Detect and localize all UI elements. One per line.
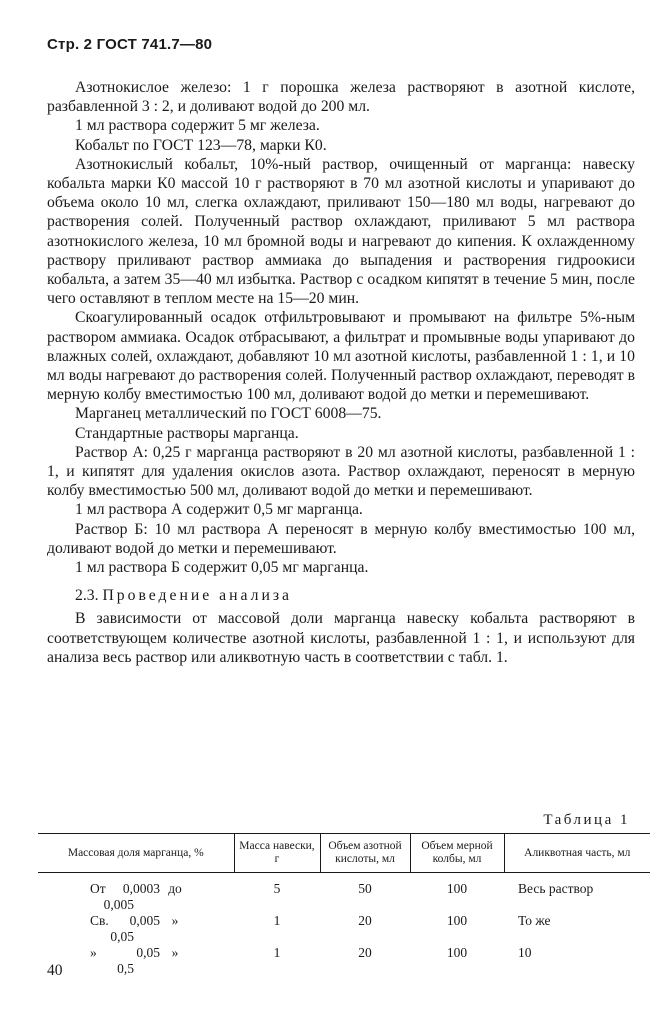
flask-cell: 100 [446,881,468,896]
paragraph: Марганец металлический по ГОСТ 6008—75. [75,405,382,423]
column-header: Масса навески, г [234,834,320,873]
aliquot-cell: То же [518,913,551,928]
flask-cell: 100 [446,945,468,960]
paragraph: Раствор А: 0,25 г марганца растворяют в 20 мл азотной кислоты, разбавленной 1 : 1, и кипятят для удаления окислов азота. Раствор охлаждают, переносят в мерную колбу вместимостью 500 мл, доливают водой до метки и перемешивают. [47,443,635,500]
table-row [38,945,650,977]
range-from: 0,005 [129,913,160,928]
aliquot-cell: Весь раствор [518,881,594,896]
acid-cell: 20 [358,913,372,928]
acid-cell: 20 [358,945,372,960]
range-cell [38,945,234,977]
section-number: 2.3. [75,587,99,605]
paragraph: Азотнокислое железо: 1 г порошка железа растворяют в азотной кислоте, разбавленной 3 : 2, и доливают водой до 200 мл. [47,79,635,116]
mass-cell: 1 [273,945,281,960]
column-header: Аликвотная часть, мл [504,834,650,873]
range-separator: » [171,945,179,960]
range-separator: до [168,881,182,896]
column-header: Объем азотной кислоты, мл [320,834,410,873]
table-header-row [38,834,650,873]
section-heading [47,586,635,605]
column-header: Объем мерной колбы, мл [410,834,504,873]
aliquot-cell: 10 [518,945,532,960]
page-header [47,36,212,53]
column-header: Массовая доля марганца, % [38,834,234,873]
range-prefix: От [90,881,106,896]
section-title: Проведение анализа [102,587,293,605]
range-prefix: Св. [90,913,109,928]
range-to: 0,5 [117,961,134,976]
paragraph: Скоагулированный осадок отфильтровывают и промывают на фильтре 5%-ным раствором аммиака. Осадок отбрасывают, а фильтрат и промывные воды упаривают до влажных солей, охлаждают, добавляют 10 мл азотной кислоты, разбавленной 1 : 1, и 10 мл воды нагревают до растворения солей. Полученный раствор охлаждают, переводят в мерную колбу вместимостью 100 мл, доливают водой до метки и перемешивают. [47,309,635,404]
range-from: 0,05 [136,945,160,960]
paragraph: Стандартные растворы марганца. [75,424,299,442]
paragraph: Кобальт по ГОСТ 123—78, марки К0. [75,136,327,154]
data-table [38,833,650,977]
range-separator: » [171,913,179,928]
paragraph: Азотнокислый кобальт, 10%-ный раствор, очищенный от марганца: навеску кобальта марки К0 массой 10 г растворяют в 70 мл азотной кислоты и упаривают до объема около 10 мл, слегка охлаждают, приливают 150—180 мл воды, нагревают до растворения солей. Полученный раствор охлаждают, приливают 5 мл раствора азотнокислого железа, 10 мл бромной воды и нагревают до кипения. К охлажденному раствору приливают раствор аммиака до выпадения и растворения гидроокиси кобальта, а затем 35—40 мл избытка. Раствор с осадком кипятят в течение 5 мин, после чего оставляют в теплом месте на 15—20 мин. [47,155,635,308]
flask-cell: 100 [446,913,468,928]
range-cell [38,873,234,914]
paragraph: В зависимости от массовой доли марганца навеску кобальта растворяют в соответствующем количестве азотной кислоты, разбавленной 1 : 1, и используют для анализа весь раствор или аликвотную часть в соответствии с табл. 1. [47,610,635,666]
paragraph: 1 мл раствора Б содержит 0,05 мг марганца. [75,559,369,577]
range-to: 0,05 [110,929,134,944]
mass-cell: 1 [273,913,281,928]
paragraph: 1 мл раствора А содержит 0,5 мг марганца. [75,501,363,519]
table-caption: Таблица 1 [543,812,630,828]
range-cell [38,913,234,945]
table-row [38,873,650,914]
paragraph: 1 мл раствора содержит 5 мг железа. [75,117,320,135]
acid-cell: 50 [358,881,372,896]
table-row [38,913,650,945]
standard-code: ГОСТ 741.7—80 [96,36,213,53]
range-prefix: » [90,945,97,960]
mass-cell: 5 [273,881,281,896]
page-label: Стр. 2 [47,36,93,53]
page-number: 40 [47,962,63,979]
paragraph: Раствор Б: 10 мл раствора А переносят в мерную колбу вместимостью 100 мл, доливают водой до метки и перемешивают. [47,520,635,557]
body-text [47,78,635,667]
range-to: 0,005 [103,897,134,912]
range-from: 0,0003 [122,881,160,896]
